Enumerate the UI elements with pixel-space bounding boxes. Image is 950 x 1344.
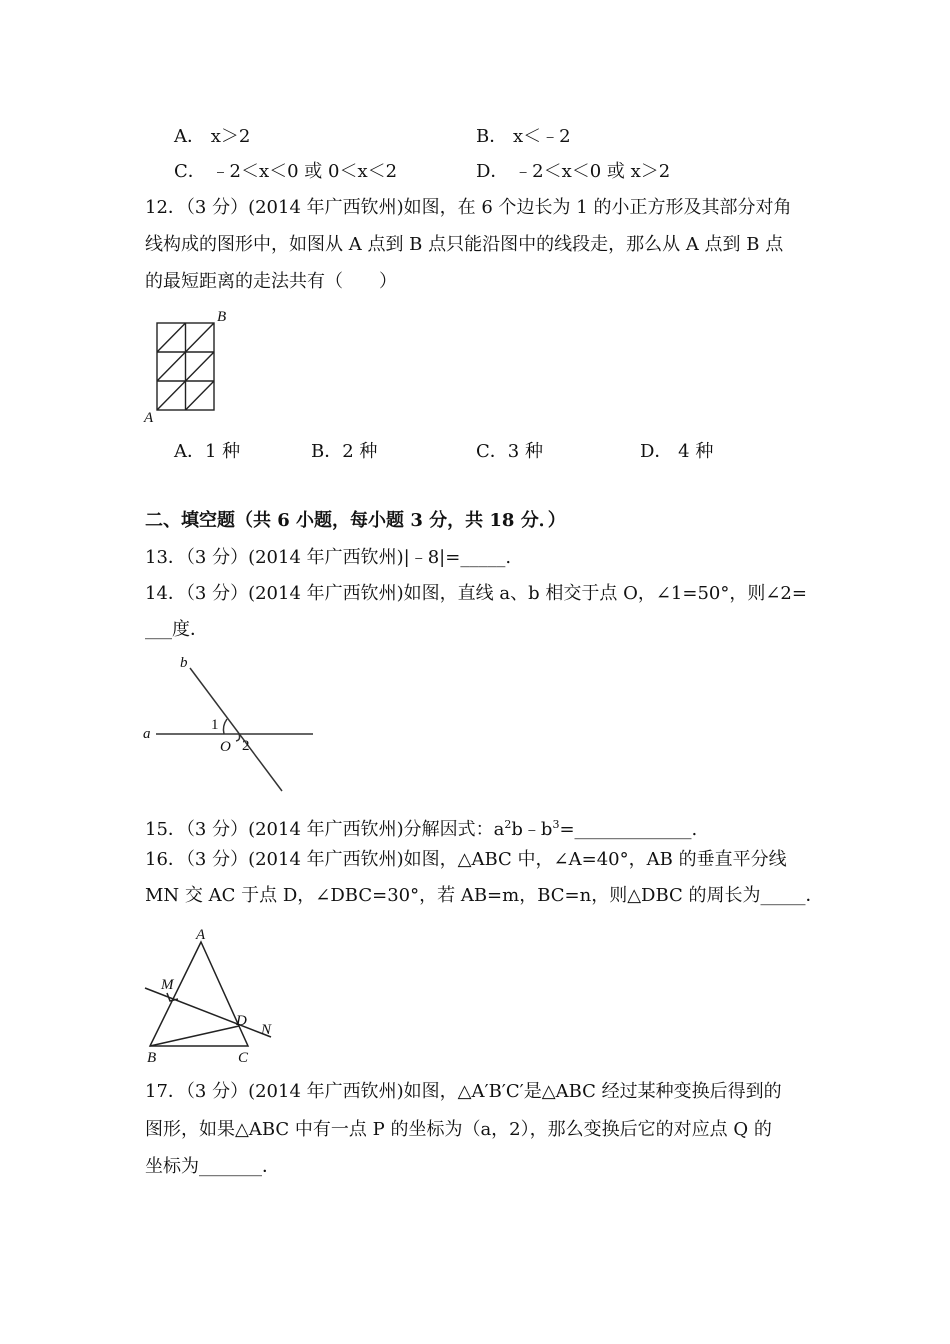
q17-line-1: 17．（3 分）(2014 年广西钦州)如图，△A′B′C′是△ABC 经过某种变换后得到的 <box>145 1081 782 1102</box>
q14-label-o: O <box>220 739 231 755</box>
q17-line-2: 图形，如果△ABC 中有一点 P 的坐标为（a，2），那么变换后它的对应点 Q 的 <box>145 1119 772 1140</box>
q15-prefix: 15．（3 分）(2014 年广西钦州)分解因式：a <box>145 819 505 840</box>
q15-exponent-1: 2 <box>504 818 512 831</box>
q16-label-c: C <box>238 1050 249 1066</box>
q12-option-c: C．3 种 <box>476 441 543 462</box>
q12-label-b: B <box>217 309 227 325</box>
q16-line-1: 16．（3 分）(2014 年广西钦州)如图，△ABC 中，∠A=40°，AB 的垂直平分线 <box>145 849 787 870</box>
q15-suffix: =_____________. <box>559 819 698 840</box>
q12-option-b: B．2 种 <box>311 441 378 462</box>
q14-label-angle-1: 1 <box>211 717 219 733</box>
q16-label-m: M <box>161 977 174 993</box>
q14-label-b: b <box>180 655 188 671</box>
section-2-title: 二、填空题（共 6 小题，每小题 3 分，共 18 分．） <box>145 510 566 531</box>
q12-line-1: 12．（3 分）(2014 年广西钦州)如图，在 6 个边长为 1 的小正方形及其部分对角 <box>145 197 792 218</box>
q14-label-a: a <box>143 726 151 742</box>
q16-label-n: N <box>261 1022 272 1038</box>
q11-option-c: C． ﹣2＜x＜0 或 0＜x＜2 <box>174 161 398 182</box>
q12-option-a: A．1 种 <box>174 441 241 462</box>
q12-grid-figure <box>140 305 250 430</box>
q11-option-b: B． x＜﹣2 <box>476 126 571 147</box>
q11-option-a: A． x＞2 <box>174 126 251 147</box>
q12-option-d: D． 4 种 <box>640 441 714 462</box>
q16-label-a: A <box>196 927 206 943</box>
q14-intersecting-lines-figure <box>140 650 320 795</box>
q14-line-2: ___度． <box>145 619 208 640</box>
q12-line-3: 的最短距离的走法共有（ ） <box>145 271 397 292</box>
q14-label-angle-2: 2 <box>242 738 250 754</box>
q12-line-2: 线构成的图形中，如图从 A 点到 B 点只能沿图中的线段走，那么从 A 点到 B 点 <box>145 234 784 255</box>
q14-line-1: 14．（3 分）(2014 年广西钦州)如图，直线 a、b 相交于点 O，∠1=50°，则∠2= <box>145 583 807 604</box>
q15-mid: b﹣b <box>511 819 553 840</box>
q16-label-b: B <box>147 1050 157 1066</box>
q15-exponent-2: 3 <box>552 818 560 831</box>
q17-line-3: 坐标为_______． <box>145 1156 280 1177</box>
q11-option-d: D． ﹣2＜x＜0 或 x＞2 <box>476 161 671 182</box>
q13-line-1: 13．（3 分）(2014 年广西钦州)|﹣8|=_____. <box>145 547 512 568</box>
q16-line-2: MN 交 AC 于点 D，∠DBC=30°，若 AB=m，BC=n，则△DBC 的周长为_____． <box>145 885 824 906</box>
q16-triangle-figure <box>140 920 290 1065</box>
q15-line-1 <box>145 814 697 841</box>
q16-label-d: D <box>236 1013 247 1029</box>
q12-label-a: A <box>144 410 154 426</box>
